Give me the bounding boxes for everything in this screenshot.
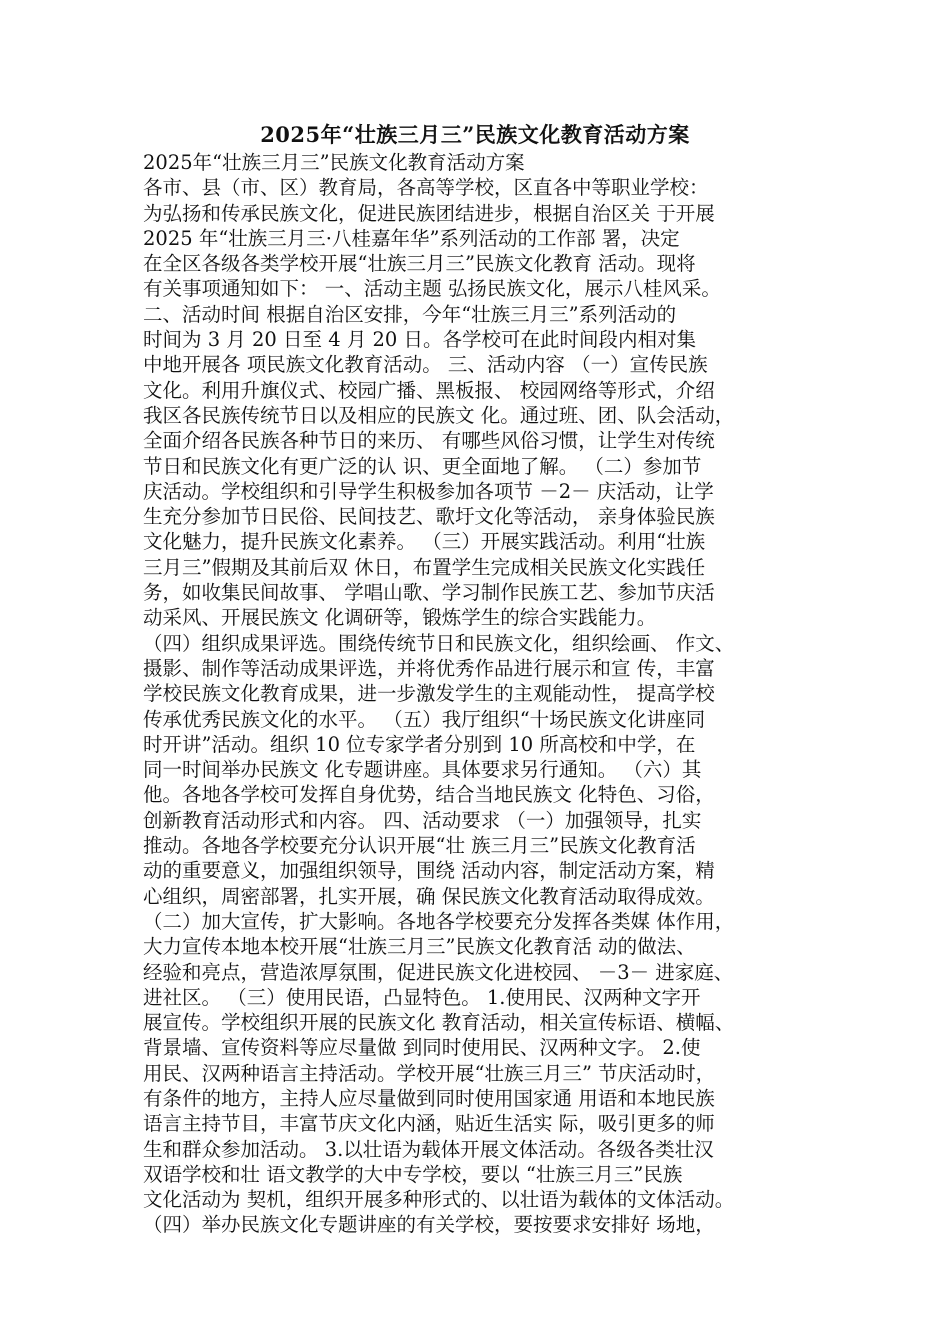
body-line: 有条件的地方，主持人应尽量做到同时使用国家通 用语和本地民族 xyxy=(143,1086,715,1110)
document-title: 2025年“壮族三月三”民族文化教育活动方案 xyxy=(260,122,690,147)
body-line: 创新教育活动形式和内容。 四、活动要求 （一）加强领导，扎实 xyxy=(143,808,702,832)
body-line: 中地开展各 项民族文化教育活动。 三、活动内容 （一）宣传民族 xyxy=(143,353,708,377)
body-line: 节日和民族文化有更广泛的认 识、更全面地了解。 （二）参加节 xyxy=(143,454,702,478)
body-line: 务，如收集民间故事、 学唱山歌、学习制作民族工艺、参加节庆活 xyxy=(143,581,715,605)
body-line: 摄影、制作等活动成果评选，并将优秀作品进行展示和宣 传，丰富 xyxy=(143,656,715,680)
body-line: 时开讲”活动。组织 10 位专家学者分别到 10 所高校和中学，在 xyxy=(143,732,696,756)
body-line: 时间为 3 月 20 日至 4 月 20 日。各学校可在此时间段内相对集 xyxy=(143,328,697,352)
body-line: 展宣传。学校组织开展的民族文化 教育活动，相关宣传标语、横幅、 xyxy=(143,1011,735,1035)
body-line: 他。各地各学校可发挥自身优势，结合当地民族文 化特色、习俗， xyxy=(143,783,715,807)
body-line: 2025 年“壮族三月三·八桂嘉年华”系列活动的工作部 署，决定 xyxy=(143,226,680,250)
body-line: 动的重要意义，加强组织领导，围绕 活动内容，制定活动方案，精 xyxy=(143,859,715,883)
body-line: 经验和亮点，营造浓厚氛围，促进民族文化进校园、 －3－ 进家庭、 xyxy=(143,960,734,984)
body-line: 进社区。 （三）使用民语，凸显特色。 1.使用民、汉两种文字开 xyxy=(143,985,701,1009)
body-line: 语言主持节目，丰富节庆文化内涵，贴近生活实 际，吸引更多的师 xyxy=(143,1112,715,1136)
body-line: （二）加大宣传，扩大影响。各地各学校要充分发挥各类媒 体作用， xyxy=(143,909,735,933)
body-line: （四）举办民族文化专题讲座的有关学校，要按要求安排好 场地， xyxy=(143,1213,715,1237)
body-line: 生充分参加节日民俗、民间技艺、歌圩文化等活动， 亲身体验民族 xyxy=(143,505,715,529)
document-body xyxy=(143,150,843,1238)
body-line: 2025年“壮族三月三”民族文化教育活动方案 xyxy=(143,151,525,174)
body-line: 庆活动。学校组织和引导学生积极参加各项节 －2－ 庆活动，让学 xyxy=(143,479,714,503)
body-line: 用民、汉两种语言主持活动。学校开展“壮族三月三” 节庆活动时， xyxy=(143,1061,716,1085)
body-line: 为弘扬和传承民族文化，促进民族团结进步，根据自治区关 于开展 xyxy=(143,201,715,225)
body-line: 传承优秀民族文化的水平。 （五）我厅组织“十场民族文化讲座同 xyxy=(143,707,706,731)
body-line: 学校民族文化教育成果，进一步激发学生的主观能动性， 提高学校 xyxy=(143,682,715,706)
body-line: （四）组织成果评选。围绕传统节日和民族文化，组织绘画、 作文、 xyxy=(143,631,735,655)
body-line: 全面介绍各民族各种节日的来历、 有哪些风俗习惯，让学生对传统 xyxy=(143,429,715,453)
body-line: 三月三”假期及其前后双 休日，布置学生完成相关民族文化实践任 xyxy=(143,555,706,579)
body-line: 生和群众参加活动。 3.以壮语为载体开展文体活动。各级各类壮汉 xyxy=(143,1137,714,1161)
body-line: 文化魅力，提升民族文化素养。 （三）开展实践活动。利用“壮族 xyxy=(143,530,706,554)
body-line: 各市、县（市、区）教育局，各高等学校，区直各中等职业学校： xyxy=(143,176,709,200)
body-line: 同一时间举办民族文 化专题讲座。具体要求另行通知。 （六）其 xyxy=(143,758,702,782)
body-line: 在全区各级各类学校开展“壮族三月三”民族文化教育 活动。现将 xyxy=(143,252,696,276)
body-line: 推动。各地各学校要充分认识开展“壮 族三月三”民族文化教育活 xyxy=(143,834,696,858)
body-line: 心组织，周密部署，扎实开展，确 保民族文化教育活动取得成效。 xyxy=(143,884,715,908)
body-line: 我区各民族传统节日以及相应的民族文 化。通过班、团、队会活动， xyxy=(143,403,735,427)
body-line: 二、活动时间 根据自治区安排，今年“壮族三月三”系列活动的 xyxy=(143,302,677,326)
body-line: 背景墙、宣传资料等应尽量做 到同时使用民、汉两种文字。 2.使 xyxy=(143,1036,701,1060)
body-line: 双语学校和壮 语文教学的大中专学校，要以 “壮族三月三”民族 xyxy=(143,1162,683,1186)
body-line: 文化活动为 契机，组织开展多种形式的、以壮语为载体的文体活动。 xyxy=(143,1188,735,1212)
body-line: 有关事项通知如下： 一、活动主题 弘扬民族文化，展示八桂风采。 xyxy=(143,277,721,301)
body-line: 动采风、开展民族文 化调研等，锻炼学生的综合实践能力。 xyxy=(143,606,657,630)
body-line: 文化。利用升旗仪式、校园广播、黑板报、 校园网络等形式，介绍 xyxy=(143,378,715,402)
body-line: 大力宣传本地本校开展“壮族三月三”民族文化教育活 动的做法、 xyxy=(143,935,696,959)
